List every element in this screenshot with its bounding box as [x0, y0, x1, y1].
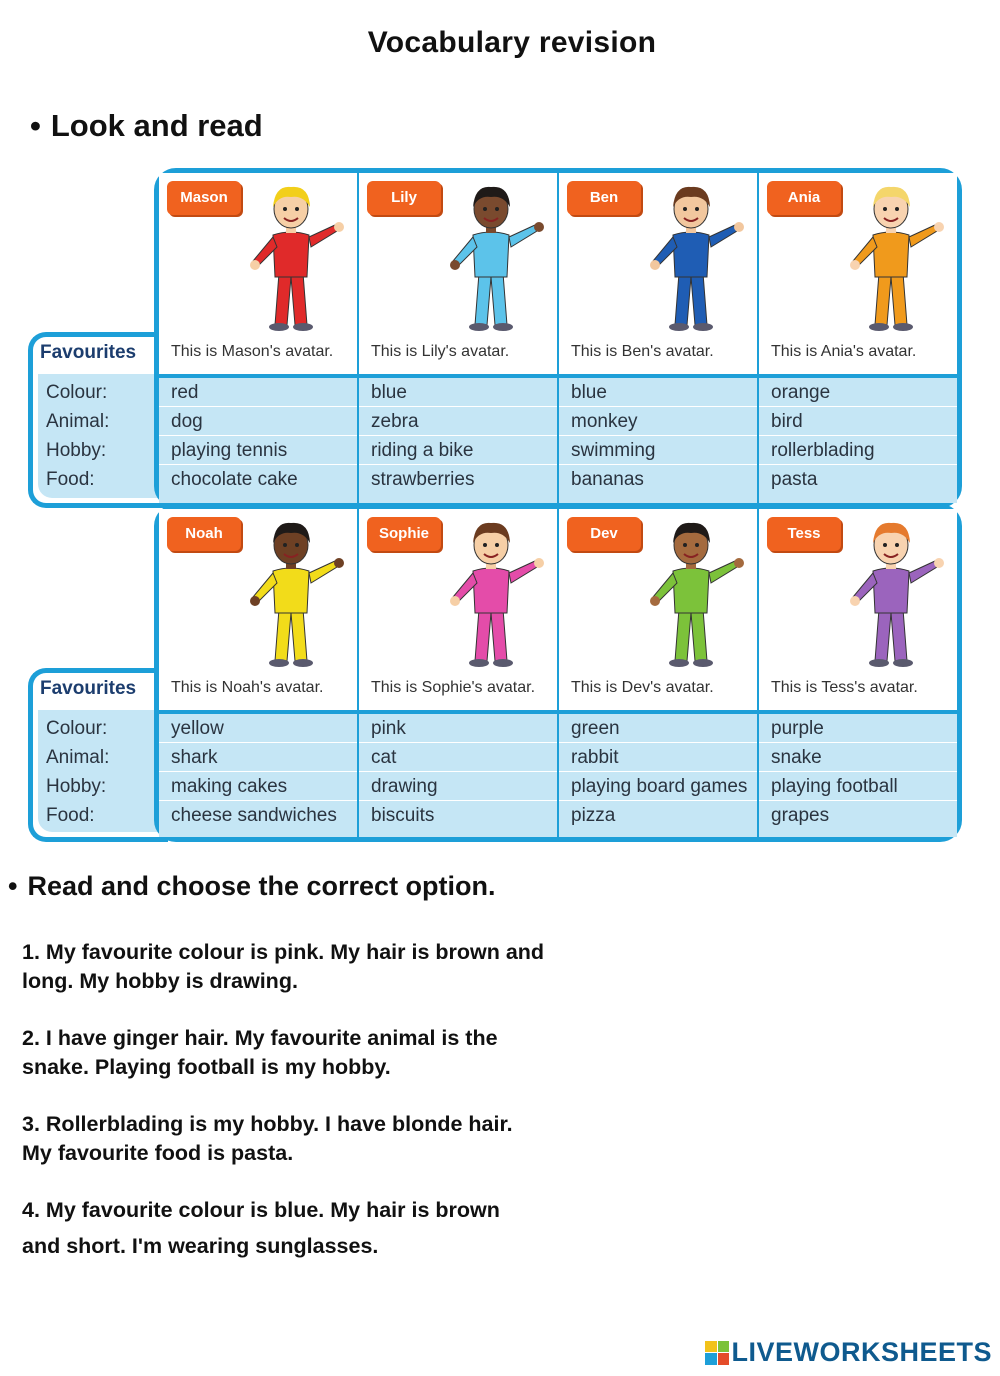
avatar-illustration [831, 177, 951, 335]
row-labels [46, 378, 109, 494]
question-line: 1. My favourite colour is pink. My hair is brown and [22, 940, 545, 964]
avatar-column-sophie [357, 509, 557, 837]
cell-hobby: swimming [559, 436, 757, 465]
question-line: snake. Playing football is my hobby. [22, 1055, 391, 1079]
avatar-column-mason [159, 173, 357, 503]
avatar-area [359, 173, 557, 369]
avatar-table-top [28, 168, 962, 508]
name-tag: Noah [167, 517, 241, 551]
cell-colour: red [159, 378, 357, 407]
cell-food: cheese sandwiches [171, 805, 337, 826]
name-tag: Mason [167, 181, 241, 215]
avatar-illustration [631, 177, 751, 335]
avatar-illustration [231, 177, 351, 335]
question-2 [22, 1024, 632, 1082]
row-labels [46, 714, 109, 830]
question-3 [22, 1110, 632, 1168]
avatar-illustration [431, 513, 551, 671]
question-line: 3. Rollerblading is my hobby. I have blonde hair. [22, 1112, 513, 1136]
cell-hobby: drawing [359, 772, 557, 801]
avatar-column-tess [757, 509, 957, 837]
avatar-illustration [231, 513, 351, 671]
logo-mark-icon [705, 1341, 729, 1365]
avatar-caption: This is Tess's avatar. [771, 679, 918, 696]
cell-animal: bird [759, 407, 957, 436]
avatar-column-ben [557, 173, 757, 503]
avatar-area [159, 173, 357, 369]
row-label-animal: Animal: [46, 411, 110, 432]
avatar-column-noah [159, 509, 357, 837]
avatar-column-lily [357, 173, 557, 503]
cell-animal: cat [359, 743, 557, 772]
avatar-illustration [431, 177, 551, 335]
avatar-table-bottom [28, 504, 962, 842]
cell-hobby: rollerblading [759, 436, 957, 465]
favourites-values [359, 710, 557, 837]
row-label-food: Food: [46, 469, 95, 490]
favourites-values [759, 710, 957, 837]
avatar-caption: This is Mason's avatar. [171, 343, 334, 360]
question-4 [22, 1196, 632, 1261]
avatar-column-dev [557, 509, 757, 837]
avatar-illustration [631, 513, 751, 671]
row-label-food: Food: [46, 805, 95, 826]
avatar-area [559, 173, 757, 369]
favourites-values [559, 710, 757, 837]
row-label-colour: Colour: [46, 382, 108, 403]
avatar-columns [159, 173, 957, 503]
avatar-caption: This is Lily's avatar. [371, 343, 510, 360]
cell-animal: snake [759, 743, 957, 772]
avatar-caption: This is Ben's avatar. [571, 343, 714, 360]
row-label-animal: Animal: [46, 747, 110, 768]
name-tag: Dev [567, 517, 641, 551]
cell-colour: blue [359, 378, 557, 407]
logo-text: LIVEWORKSHEETS [731, 1337, 992, 1367]
row-label-hobby: Hobby: [46, 440, 107, 461]
favourites-values [159, 374, 357, 503]
cell-hobby: playing tennis [159, 436, 357, 465]
row-label-hobby: Hobby: [46, 776, 107, 797]
cell-animal: zebra [359, 407, 557, 436]
cell-animal: dog [159, 407, 357, 436]
favourites-values [159, 710, 357, 837]
cell-colour: purple [759, 714, 957, 743]
cell-hobby: playing board games [559, 772, 757, 801]
question-line: 4. My favourite colour is blue. My hair is brown [22, 1198, 500, 1222]
avatar-column-ania [757, 173, 957, 503]
avatar-area [559, 509, 757, 705]
favourites-values [759, 374, 957, 503]
liveworksheets-logo [705, 1337, 992, 1368]
page-title: Vocabulary revision [367, 26, 657, 59]
cell-food: strawberries [371, 469, 475, 490]
cell-colour: blue [559, 378, 757, 407]
name-tag: Tess [767, 517, 841, 551]
cell-colour: orange [759, 378, 957, 407]
cell-food: grapes [771, 805, 830, 826]
section-heading-text: Read and choose the correct option. [27, 871, 496, 901]
section-heading-look-and-read [30, 108, 263, 144]
avatar-columns [159, 509, 957, 837]
avatar-area [359, 509, 557, 705]
bullet: • [8, 871, 18, 901]
avatar-area [759, 509, 957, 705]
favourites-values [559, 374, 757, 503]
avatar-caption: This is Dev's avatar. [571, 679, 714, 696]
section-heading-text: Look and read [50, 108, 263, 143]
avatar-area [759, 173, 957, 369]
name-tag: Ben [567, 181, 641, 215]
section-heading-read-and-choose [8, 871, 496, 902]
cell-colour: green [559, 714, 757, 743]
avatar-caption: This is Ania's avatar. [771, 343, 917, 360]
row-label-colour: Colour: [46, 718, 108, 739]
cell-animal: monkey [559, 407, 757, 436]
avatar-caption: This is Sophie's avatar. [371, 679, 536, 696]
cell-hobby: making cakes [159, 772, 357, 801]
favourites-label: Favourites [40, 678, 137, 699]
question-line: and short. I'm wearing sunglasses. [22, 1234, 379, 1258]
avatar-caption: This is Noah's avatar. [171, 679, 324, 696]
cell-colour: pink [359, 714, 557, 743]
avatar-area [159, 509, 357, 705]
cell-hobby: riding a bike [359, 436, 557, 465]
question-line: long. My hobby is drawing. [22, 969, 298, 993]
name-tag: Lily [367, 181, 441, 215]
cell-colour: yellow [159, 714, 357, 743]
avatar-illustration [831, 513, 951, 671]
cell-animal: rabbit [559, 743, 757, 772]
bullet: • [30, 108, 41, 143]
cell-animal: shark [159, 743, 357, 772]
cell-food: chocolate cake [171, 469, 298, 490]
question-1 [22, 938, 632, 996]
cell-food: pasta [771, 469, 818, 490]
cell-food: biscuits [371, 805, 435, 826]
question-line: 2. I have ginger hair. My favourite animal is the [22, 1026, 498, 1050]
question-line: My favourite food is pasta. [22, 1141, 294, 1165]
cell-food: pizza [571, 805, 616, 826]
cell-hobby: playing football [759, 772, 957, 801]
name-tag: Ania [767, 181, 841, 215]
favourites-values [359, 374, 557, 503]
favourites-label: Favourites [40, 342, 137, 363]
cell-food: bananas [571, 469, 644, 490]
name-tag: Sophie [367, 517, 441, 551]
